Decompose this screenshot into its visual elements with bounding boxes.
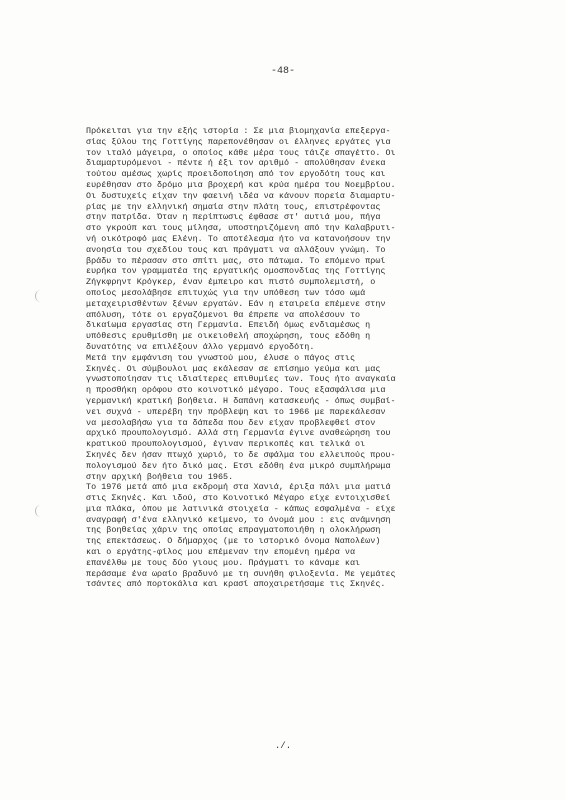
text-line: Οι δυστυχείς είχαν την φαεινή ιδέα να κάνουν πορεία διαμαρτυ- [86,190,396,201]
continuation-mark: ./. [274,741,292,751]
text-line: ευρέθησαν στο δρόμο μια βροχερή και κρύα ημέρα του Νοεμβρίου. [86,179,396,190]
text-line: μια πλάκα, όπου με λατινικά στοιχεία - κάπως εσφαλμένα - είχε [86,503,396,514]
text-line: της βοηθείας χάριν της οποίας επραγματοποιήθη η ολοκλήρωση [86,525,381,536]
text-line: στην πατρίδα. Όταν η περίπτωσις έφθασε στ' αυτιά μου, πήγα [86,212,381,223]
text-line: διαμαρτυρόμενοι - πέντε ή έξι τον αριθμό - απολύθησαν ένεκα [86,158,386,169]
text-line: και ο εργάτης-φίλος μου επέμεναν την επομένη ημέρα να [86,547,356,558]
page-number: -48- [270,66,295,77]
text-line: οποίος μεσολάβησε επιτυχώς για την υπόθεση των τόσο ωμά [86,287,366,298]
text-line: στις Σκηνές. Και ιδού, στο Κοινοτικό Μέγαρο είχε εντοιχισθεί [86,493,391,504]
text-line: κρατικού προυπολογισμού, έγιναν περικοπές και τελικά οι [86,439,366,450]
text-line: Ζήγκφρηντ Κρόγκερ, έναν έμπειρο και πιστό συμπολεμιστή, ο [86,277,376,288]
text-line: γνωστοποίησαν τις ιδιαίτερες επιθυμίες των. Τους ήτο αναγκαία [86,374,396,385]
text-line: Μετά την εμφάνιση του γνωστού μου, έλυσε ο πάγος στις [86,352,356,363]
text-line: δυνατότης να επιλέξουν άλλο γερμανό εργοδότη. [86,341,315,352]
text-line: υπόθεσις ερυθμίσθη με οικειοθελή αποχώρηση, τους εδόθη η [86,331,371,342]
text-line: βράδυ το πέρασαν στο σπίτι μας, στο πάτωμα. Το επόμενο πρωί [86,255,386,266]
text-line: απόλυση, τότε οι εργαζόμενοι θα έπρεπε να απολέσουν το [86,309,361,320]
text-line: τσάντες από πορτοκάλια και κρασί αποχαιρετήσαμε τις Σκηνές. [86,579,386,590]
body-text [86,126,506,590]
text-line: νή οικότροφό μας Ελένη. Το αποτέλεσμα ήτο να κατανοήσουν την [86,233,391,244]
text-line: τούτου αμέσως χωρίς προειδοποίηση από τον εργοδότη τους και [86,169,386,180]
text-line: ρίας με την ελληνική σημαία στην πλάτη τους, επιστρέφοντας [86,201,381,212]
text-line: πολογισμού δεν ήτο δικό μας. Ετσι εδόθη ένα μικρό συμπλήρωμα [86,460,391,471]
text-line: ανοησία του σχεδίου τους και πράγματι να αλλάξουν γνώμη. Το [86,244,386,255]
punch-hole-mark [35,290,46,302]
text-line: Σκηνές δεν ήσαν πτωχό χωριό, το δε σφάλμα του ελλειπούς πρου- [86,449,396,460]
text-line: Το 1976 μετά από μια εκδρομή στα Χανιά, έριξα πάλι μια ματιά [86,482,391,493]
text-line: η προσθήκη ορόφου στο κοινοτικό μέγαρο. Τους εξασφάλισα μια [86,385,386,396]
text-line: γερμανική κρατική βοήθεια. Η δαπάνη κατασκευής - όπως συμβαί- [86,395,396,406]
text-line: αρχικό προυπολογισμό. Αλλά στη Γερμανία έγινε αναθεώρηση του [86,428,391,439]
text-line: αναγραφή σ'ένα ελληνικό κείμενο, το όνομά μου : εις ανάμνηση [86,514,391,525]
text-line: της επεκτάσεως. Ο δήμαρχος (με το ιστορικό όνομα Ναπολέων) [86,536,381,547]
punch-hole-mark [35,505,46,517]
text-line: τον ιταλό μάγειρα, ο οποίος κάθε μέρα τους τάιζε σπαγέττο. Οι [86,147,396,158]
text-line: Πρόκειται για την εξής ιστορία : Σε μια βιομηχανία επεξεργα- [86,126,391,136]
text-line: Σκηνές. Οι σύμβουλοι μας εκάλεσαν σε επίσημο γεύμα και μας [86,363,381,374]
text-line: περάσαμε ένα ωραίο βραδυνό με τη συνήθη φιλοξενία. Με γεμάτες [86,568,396,579]
text-line: ευρήκα τον γραμματέα της εργατικής ομοσπονδίας της Γοττίγης [86,266,386,277]
text-line: στην αρχική βοήθεια του 1965. [86,471,234,482]
text-line: να μεσολαβήσω για τα δάπεδα που δεν είχαν προβλεφθεί στον [86,417,376,428]
text-line: μεταχειρισθέντων ξένων εργατών. Εάν η εταιρεία επέμενε στην [86,298,386,309]
text-line: νει συχνά - υπερέβη την πρόβλεψη και το 1966 με παρεκάλεσαν [86,406,386,417]
text-line: δικαίωμα εργασίας στη Γερμανία. Επειδή όμως ενδιαμέσως η [86,320,371,331]
text-line: επανέλθω με τους δύο γιους μου. Πράγματι το κάναμε και [86,557,361,568]
text-line: σίας ξύλου της Γοττίγης παρεπονέθησαν οι έλληνες εργάτες για [86,136,391,147]
text-line: στο γκρούπ και τους μίλησα, υποστηριζόμενη από την Καλαβρυτι- [86,223,396,234]
